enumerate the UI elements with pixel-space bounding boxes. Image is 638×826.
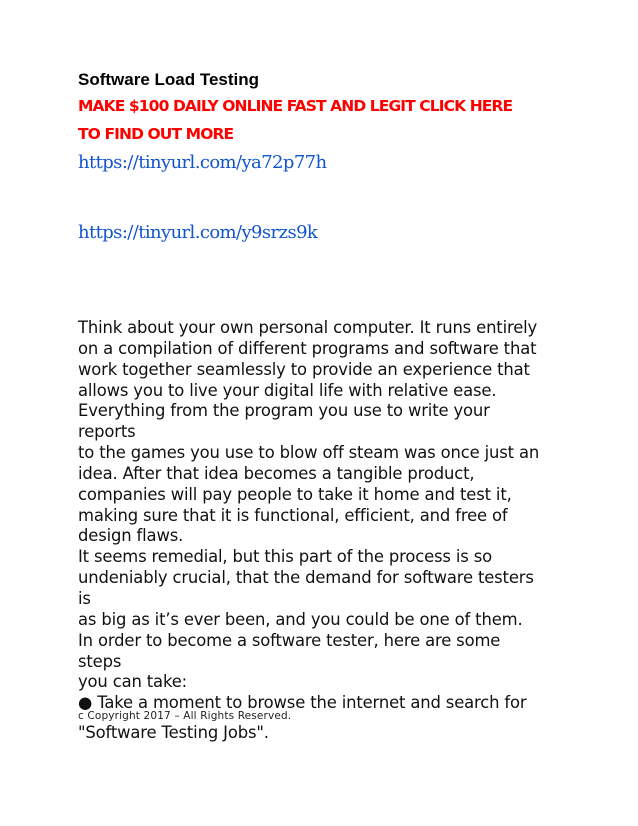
body-line-continued: "Software Testing Jobs".: [78, 723, 269, 742]
body-line: undeniably crucial, that the demand for software testers: [78, 568, 534, 588]
body-line: design flaws.: [78, 526, 184, 546]
body-line: idea. After that idea becomes a tangible product,: [78, 463, 475, 483]
promo-line-2: TO FIND OUT MORE: [78, 125, 234, 143]
body-line: companies will pay people to take it home and test it,: [78, 484, 512, 504]
body-line: making sure that it is functional, efficient, and free of: [78, 505, 508, 525]
body-line: to the games you use to blow off steam was once just an: [78, 443, 540, 463]
body-line: Everything from the program you use to write your: [78, 401, 490, 421]
body-paragraph: [78, 318, 539, 714]
body-line: steps: [78, 651, 122, 671]
copyright-footer: c Copyright 2017 – All Rights Reserved.: [78, 710, 292, 722]
body-line: In order to become a software tester, here are some: [78, 630, 501, 650]
body-line: allows you to live your digital life with relative ease.: [78, 380, 497, 400]
body-line: you can take:: [78, 672, 188, 692]
bullet-item: ● Take a moment to browse the internet and search for: [78, 693, 527, 713]
body-line: Think about your own personal computer. It runs entirely: [78, 318, 538, 337]
body-line: is: [78, 588, 91, 608]
body-line: as big as it’s ever been, and you could be one of them.: [78, 609, 523, 629]
tinyurl-link-2[interactable]: https://tinyurl.com/y9srzs9k: [78, 222, 318, 243]
document-title: Software Load Testing: [78, 70, 260, 89]
body-line: on a compilation of different programs and software that: [78, 338, 537, 358]
body-line: It seems remedial, but this part of the process is so: [78, 547, 492, 567]
promo-line-1: MAKE $100 DAILY ONLINE FAST AND LEGIT CLICK HERE: [78, 97, 513, 115]
body-line: work together seamlessly to provide an experience that: [78, 359, 530, 379]
tinyurl-link-1[interactable]: https://tinyurl.com/ya72p77h: [78, 152, 327, 173]
body-line: reports: [78, 422, 136, 442]
